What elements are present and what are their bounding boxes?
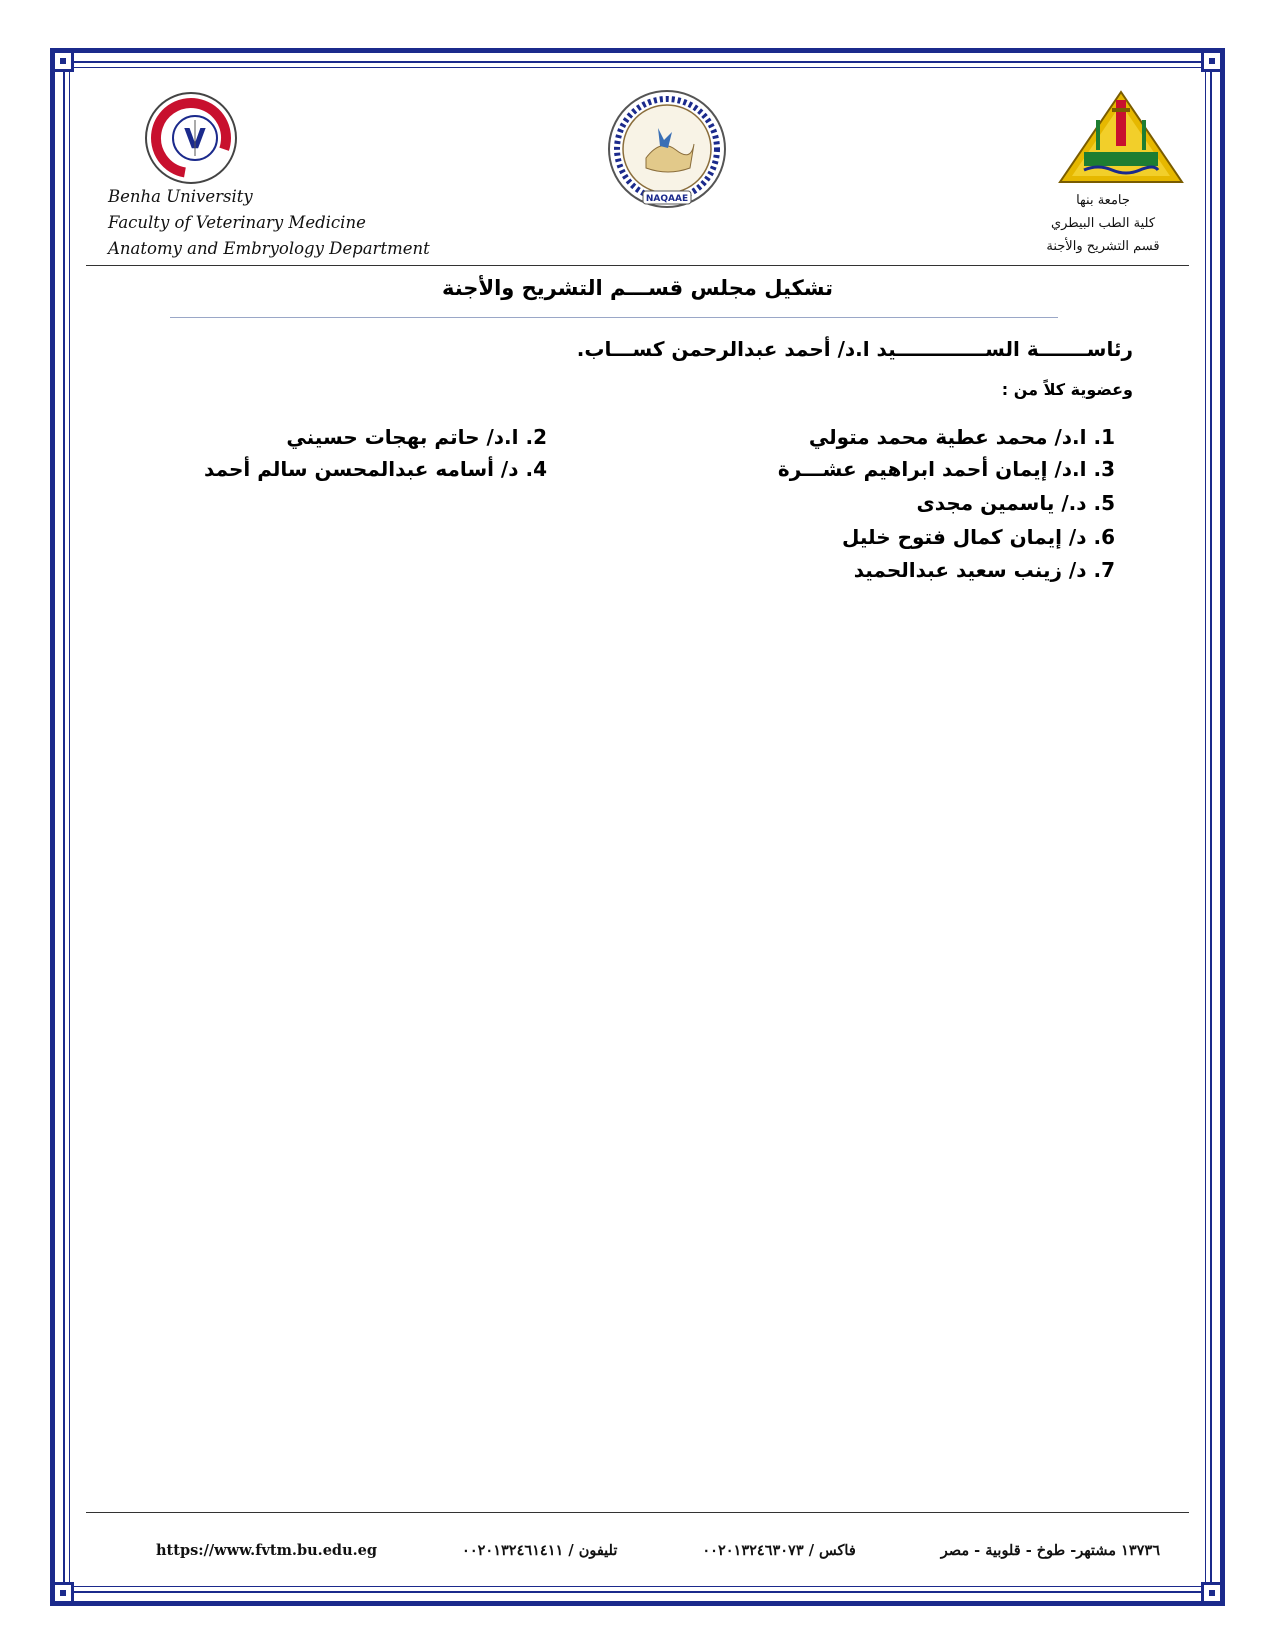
member-5 [916,491,1115,515]
member-number: 2. [525,425,547,449]
member-name: د./ ياسمين مجدى [916,491,1087,515]
member-6 [842,525,1115,549]
member-number: 1. [1093,425,1115,449]
footer-divider [86,1512,1189,1513]
header-faculty: Faculty of Veterinary Medicine [108,213,366,232]
frame-corner-top-left [52,50,74,72]
member-number: 6. [1093,525,1115,549]
footer-fax: فاكس / ٠٠٢٠١٣٢٤٦٣٠٧٣ [702,1542,856,1559]
vet-faculty-logo [143,90,239,186]
member-name: د/ زينب سعيد عبدالحميد [853,558,1087,582]
header-department: Anatomy and Embryology Department [108,239,430,258]
vet-logo-letter: V [184,122,206,155]
frame-corner-bottom-left [52,1582,74,1604]
member-name: ا.د/ محمد عطية محمد متولي [808,425,1087,449]
membership-label: وعضوية كلاً من : [1001,380,1133,399]
member-number: 7. [1093,558,1115,582]
title-underline [170,317,1058,318]
frame-corner-bottom-right [1201,1582,1223,1604]
header-university: Benha University [108,187,253,206]
member-3 [778,457,1115,481]
member-1 [809,425,1115,449]
document-title: تشكيل مجلس قســـم التشريح والأجنة [442,276,833,300]
header-ar-department: قسم التشريح والأجنة [1046,239,1160,254]
member-number: 3. [1093,457,1115,481]
header-divider [86,265,1189,266]
council-chair: رئاســـــــة الســـــــــــــيد ا.د/ أحمد عبدالرحمن كســـاب. [576,337,1133,361]
footer-address: ١٣٧٣٦ مشتهر- طوخ - قلوبية - مصر [940,1542,1160,1559]
header-arabic [1033,189,1173,258]
benha-university-logo [1058,90,1184,186]
naqaae-logo [606,88,728,210]
footer-contact [156,1542,1160,1559]
member-4 [204,457,547,481]
member-7 [854,558,1115,582]
naqaae-badge-text: NAQAAE [645,194,689,204]
member-name: ا.د/ حاتم بهجات حسيني [286,425,519,449]
member-name: ا.د/ إيمان أحمد ابراهيم عشـــرة [777,457,1087,481]
member-number: 5. [1093,491,1115,515]
frame-corner-top-right [1201,50,1223,72]
member-number: 4. [525,457,547,481]
member-name: د/ إيمان كمال فتوح خليل [842,525,1087,549]
header-english [108,184,430,262]
header-ar-faculty: كلية الطب البيطري [1050,216,1156,231]
footer-phone: تليفون / ٠٠٢٠١٣٢٤٦١٤١١ [462,1542,618,1559]
member-2 [286,425,547,449]
footer-website[interactable]: https://www.fvtm.bu.edu.eg [156,1542,378,1559]
member-name: د/ أسامه عبدالمحسن سالم أحمد [204,457,519,481]
header-ar-university: جامعة بنها [1076,193,1130,208]
